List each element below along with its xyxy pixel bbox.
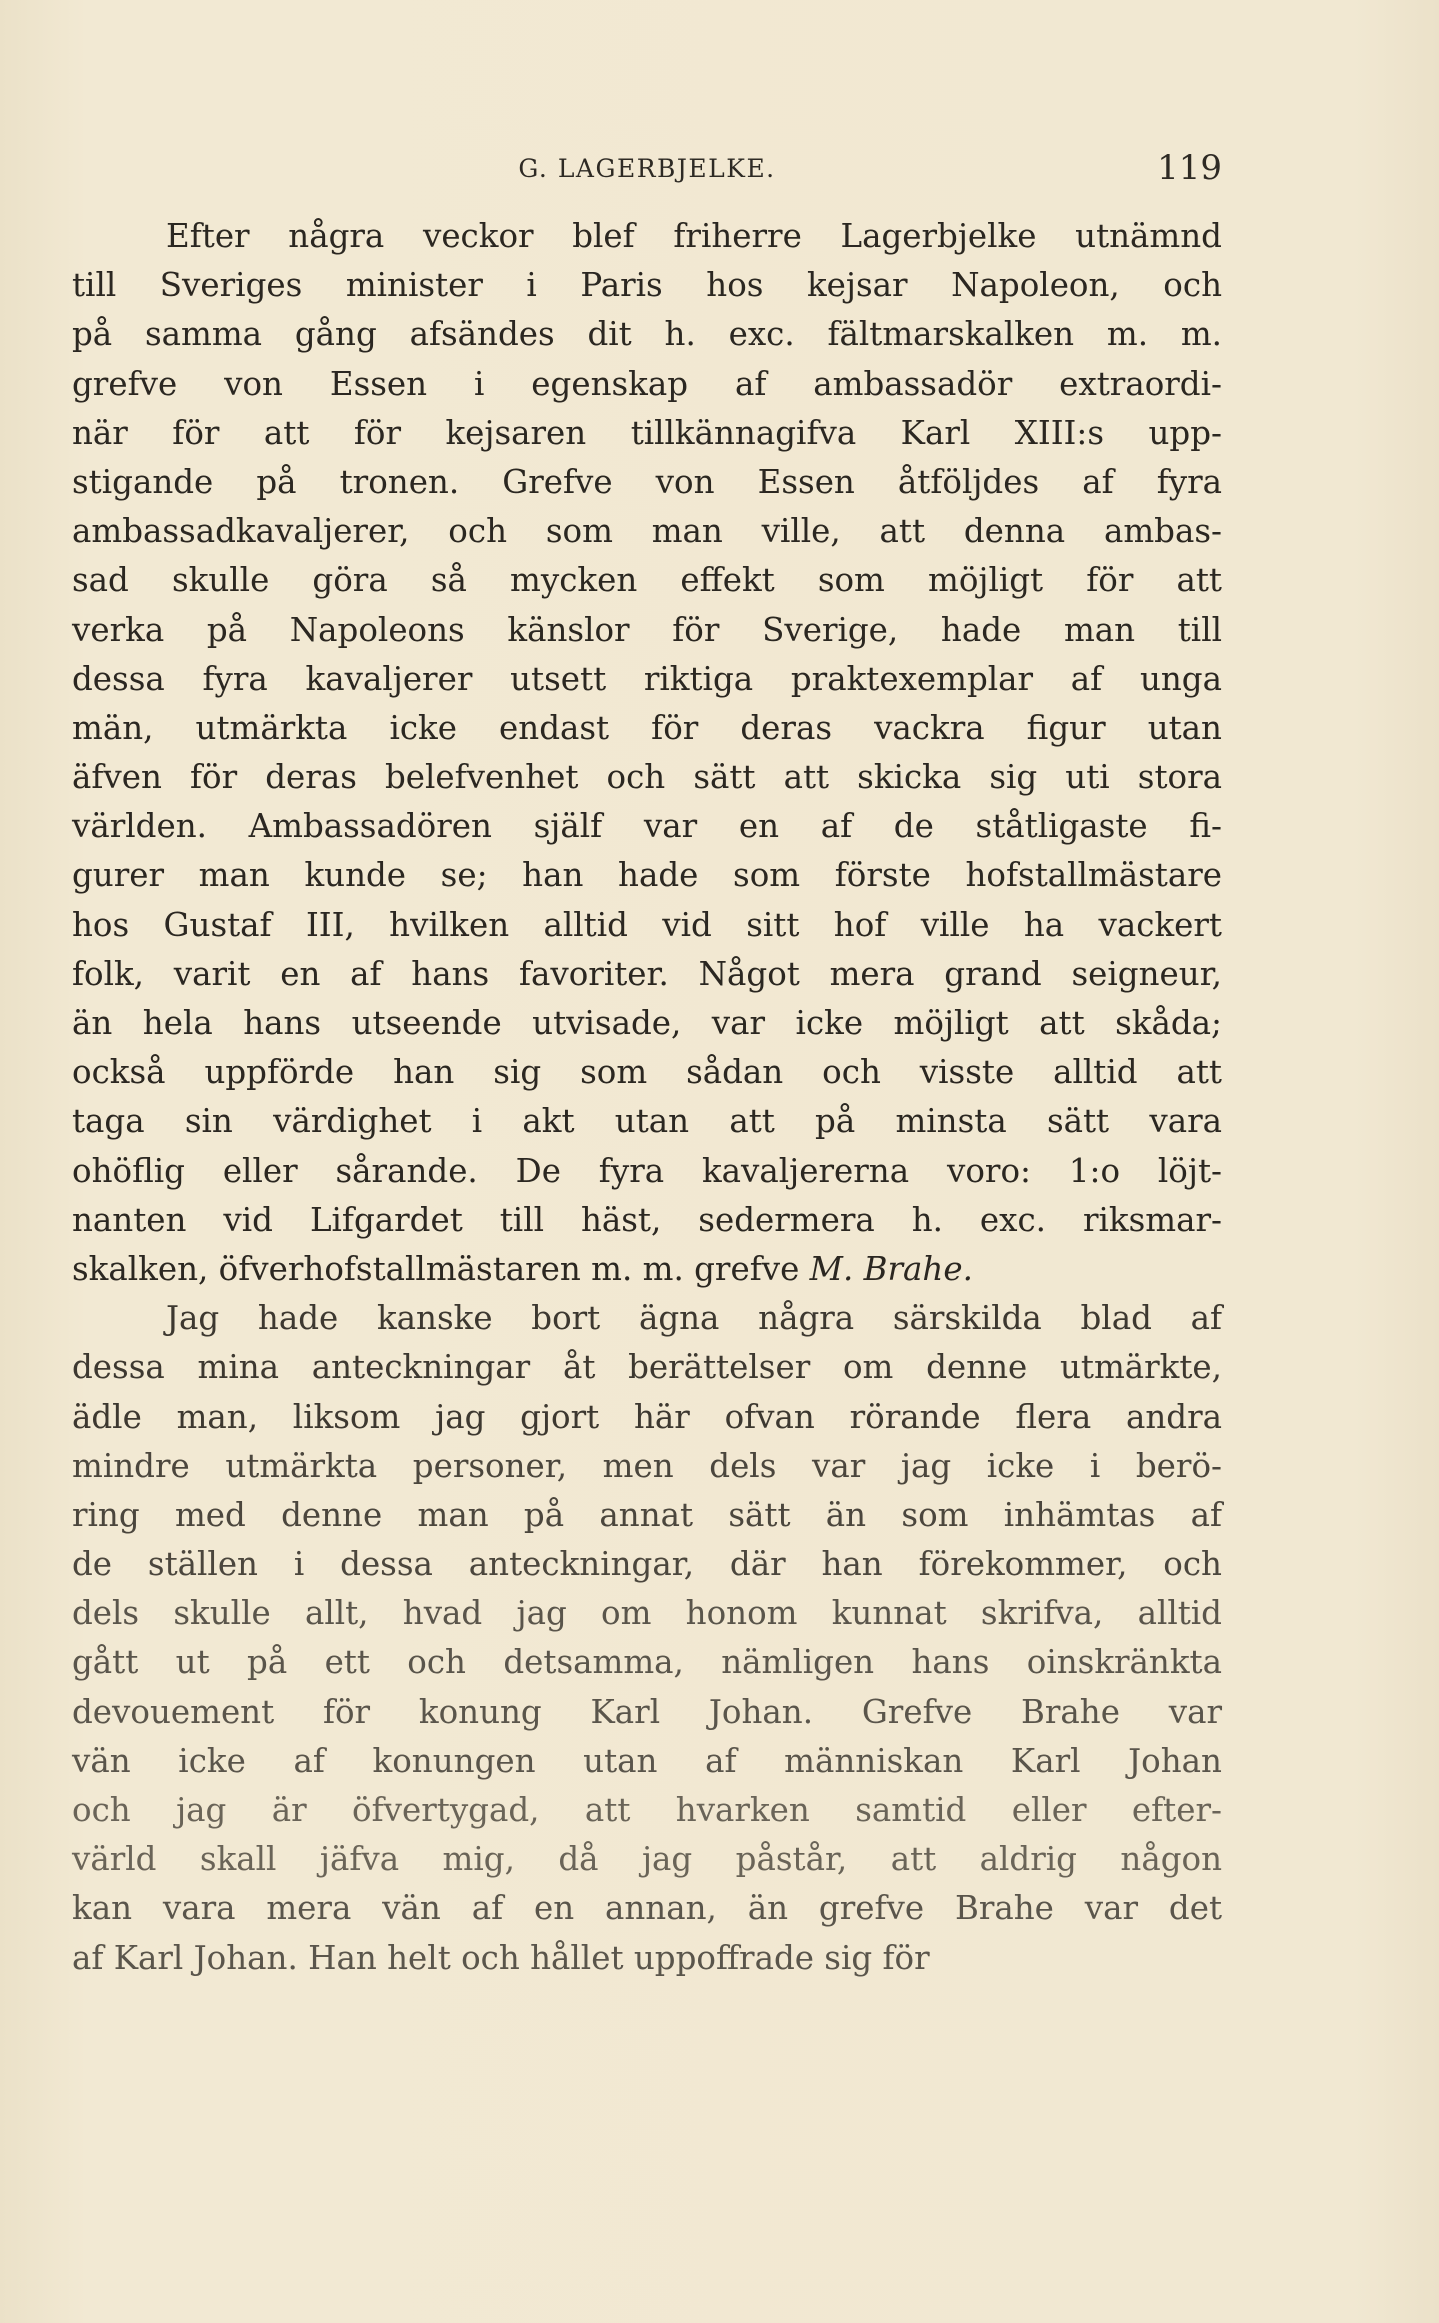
text-line: också uppförde han sig som sådan och visste alltid att	[72, 1053, 1222, 1092]
text-line: värld skall jäfva mig, då jag påstår, att aldrig någon	[72, 1840, 1222, 1879]
text-line: dessa fyra kavaljerer utsett riktiga praktexemplar af unga	[72, 659, 1222, 698]
text-line-start: skalken, öfverhofstallmästaren m. m. grefve	[72, 1249, 800, 1288]
text-line: hos Gustaf III, hvilken alltid vid sitt hof ville ha vackert	[72, 905, 1222, 944]
page-number: 119	[1157, 148, 1222, 188]
text-line: världen. Ambassadören själf var en af de ståtligaste fi-	[72, 807, 1222, 846]
text-line: än hela hans utseende utvisade, var icke möjligt att skåda;	[72, 1004, 1222, 1042]
text-line: till Sveriges minister i Paris hos kejsar Napoleon, och	[72, 266, 1222, 305]
text-line: mindre utmärkta personer, men dels var jag icke i berö-	[72, 1446, 1222, 1485]
body-text	[72, 212, 1222, 1983]
italic-name: M. Brahe.	[809, 1249, 973, 1288]
text-line	[72, 1245, 1222, 1294]
text-line: män, utmärkta icke endast för deras vackra figur utan	[72, 708, 1222, 747]
text-line: dessa mina anteckningar åt berättelser om denne utmärkte,	[72, 1348, 1222, 1387]
text-line: och jag är öfvertygad, att hvarken samtid eller efter-	[72, 1791, 1222, 1829]
text-line: kan vara mera vän af en annan, än grefve Brahe var det	[72, 1889, 1222, 1928]
text-line: Jag hade kanske bort ägna några särskilda blad af	[166, 1299, 1222, 1338]
text-line: verka på Napoleons känslor för Sverige, hade man till	[72, 610, 1222, 649]
text-line: Efter några veckor blef friherre Lagerbjelke utnämnd	[166, 217, 1222, 255]
text-line: nanten vid Lifgardet till häst, sedermera h. exc. riksmar-	[72, 1200, 1222, 1239]
running-head: G. LAGERBJELKE.	[518, 154, 776, 183]
text-line: ohöflig eller sårande. De fyra kavaljererna voro: 1:o löjt-	[72, 1151, 1222, 1190]
text-line: ambassadkavaljerer, och som man ville, att denna ambas-	[72, 512, 1222, 551]
text-line: dels skulle allt, hvad jag om honom kunnat skrifva, alltid	[72, 1594, 1222, 1633]
page-header	[72, 148, 1222, 188]
text-line: de ställen i dessa anteckningar, där han förekommer, och	[72, 1545, 1222, 1584]
text-line: ädle man, liksom jag gjort här ofvan rörande flera andra	[72, 1397, 1222, 1436]
text-line: devouement för konung Karl Johan. Grefve Brahe var	[72, 1692, 1222, 1731]
text-line: gått ut på ett och detsamma, nämligen hans oinskränkta	[72, 1643, 1222, 1682]
text-line: taga sin värdighet i akt utan att på minsta sätt vara	[72, 1102, 1222, 1141]
text-line: på samma gång afsändes dit h. exc. fältmarskalken m. m.	[72, 315, 1222, 354]
text-line: folk, varit en af hans favoriter. Något mera grand seigneur,	[72, 954, 1222, 993]
text-line: grefve von Essen i egenskap af ambassadör extraordi-	[72, 364, 1222, 403]
text-line: äfven för deras belefvenhet och sätt att skicka sig uti stora	[72, 758, 1222, 797]
text-line: gurer man kunde se; han hade som förste hofstallmästare	[72, 856, 1222, 895]
text-line: stigande på tronen. Grefve von Essen åtföljdes af fyra	[72, 462, 1222, 501]
text-line: sad skulle göra så mycken effekt som möjligt för att	[72, 561, 1222, 600]
text-line: af Karl Johan. Han helt och hållet uppoffrade sig för	[72, 1938, 930, 1977]
text-line: vän icke af konungen utan af människan Karl Johan	[72, 1741, 1222, 1780]
text-line: ring med denne man på annat sätt än som inhämtas af	[72, 1495, 1222, 1534]
text-line: när för att för kejsaren tillkännagifva Karl XIII:s upp-	[72, 413, 1222, 452]
